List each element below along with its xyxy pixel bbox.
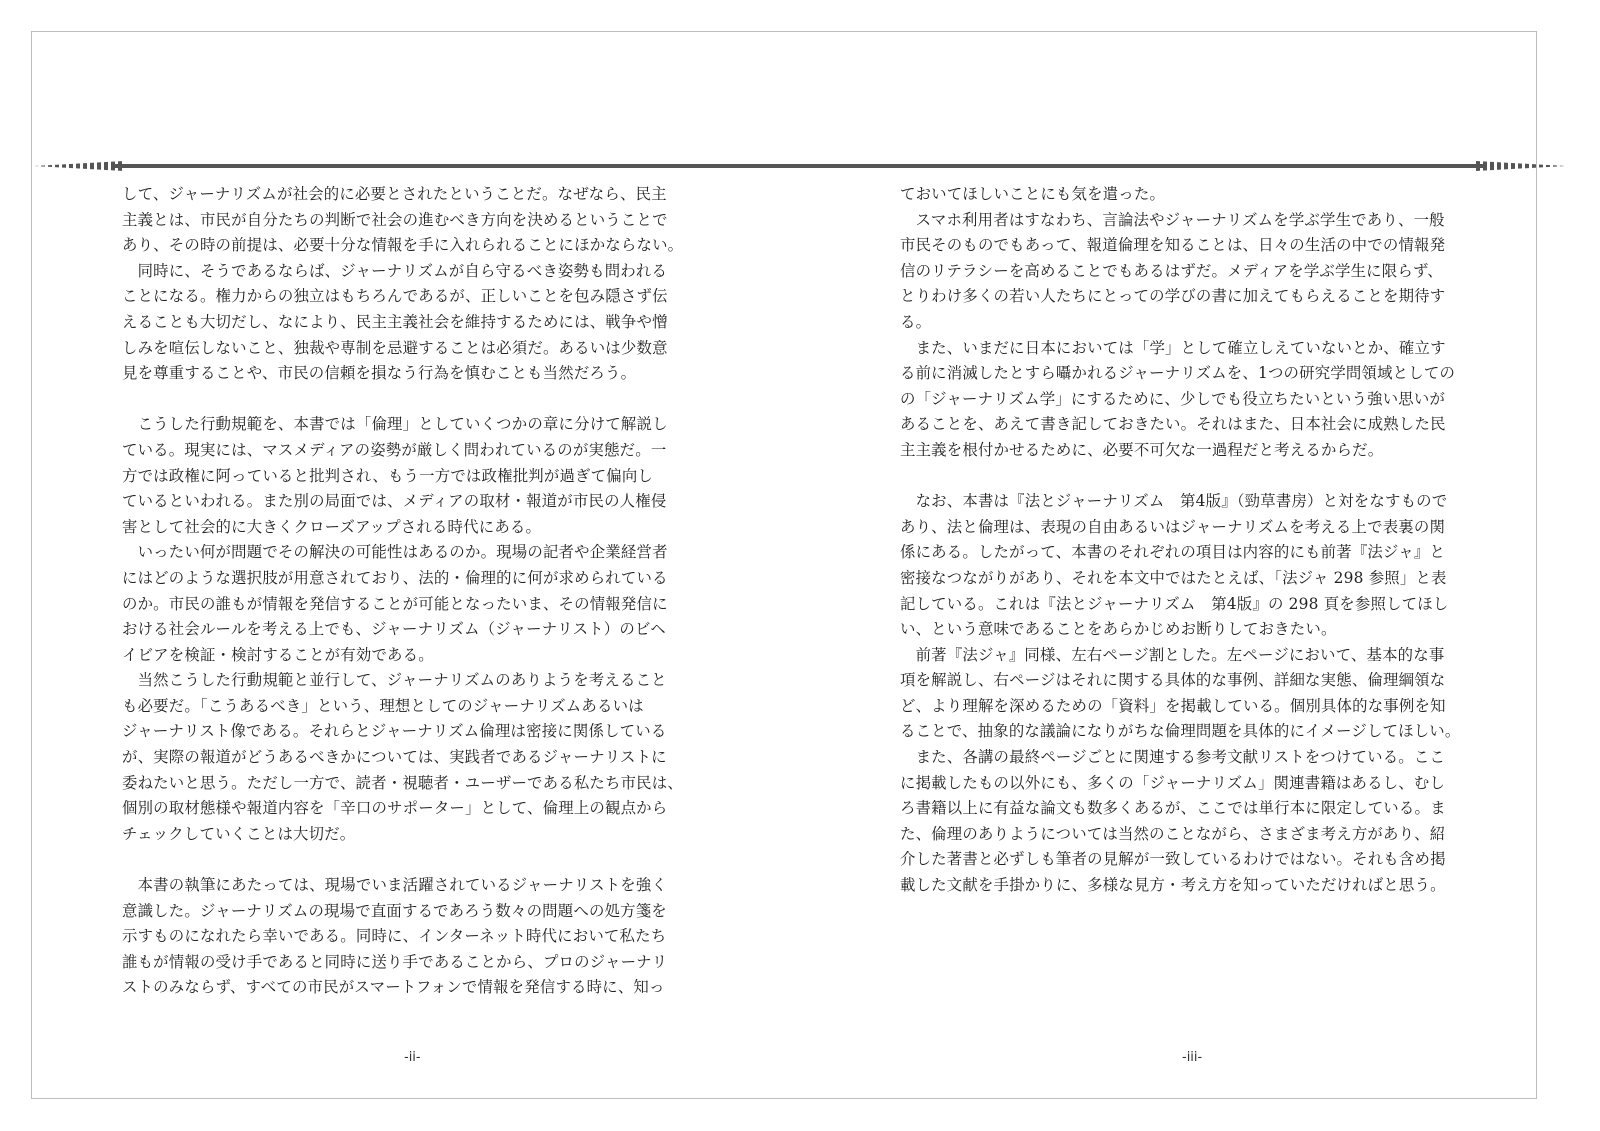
text-line: 信のリテラシーを高めることでもあるはずだ。メディアを学ぶ学生に限らず、 — [900, 261, 1443, 280]
text-line: 載した文献を手掛かりに、多様な見方・考え方を知っていただければと思う。 — [900, 876, 1446, 895]
left-page-body — [122, 182, 712, 1001]
text-line: えることも大切だし、なにより、民主主義社会を維持するためには、戦争や憎 — [122, 312, 668, 331]
text-line: ジャーナリスト像である。それらとジャーナリズム倫理は密接に関係している — [122, 722, 667, 741]
text-line: 当然こうした行動規範と並行して、ジャーナリズムのありようを考えること — [122, 671, 667, 690]
text-line: スマホ利用者はすなわち、言論法やジャーナリズムを学ぶ学生であり、一般 — [900, 210, 1445, 229]
rule-left-ornament — [34, 161, 124, 171]
text-line: おける社会ルールを考える上でも、ジャーナリズム（ジャーナリスト）のビヘ — [122, 620, 666, 639]
text-line: 前著『法ジャ』同様、左右ページ割とした。左ページにおいて、基本的な事 — [900, 645, 1445, 664]
text-line: いったい何が問題でその解決の可能性はあるのか。現場の記者や企業経営者 — [122, 543, 668, 562]
text-line: 委ねたいと思う。ただし一方で、読者・視聴者・ユーザーである私たち市民は、 — [122, 773, 683, 792]
text-line: に掲載したもの以外にも、多くの「ジャーナリズム」関連書籍はあるし、むし — [900, 773, 1446, 792]
text-line: 介した著書と必ずしも筆者の見解が一致しているわけではない。それも含め掲 — [900, 850, 1446, 869]
text-line: る。 — [900, 312, 932, 331]
text-line: ることで、抽象的な議論になりがちな倫理問題を具体的にイメージしてほしい。 — [900, 722, 1461, 741]
text-line: あり、法と倫理は、表現の自由あるいはジャーナリズムを考える上で表裏の関 — [900, 517, 1446, 536]
text-line: ている。現実には、マスメディアの姿勢が厳しく問われているのが実態だ。一 — [122, 440, 667, 459]
text-line: とりわけ多くの若い人たちにとっての学びの書に加えてもらえることを期待す — [900, 287, 1446, 306]
text-line: 誰もが情報の受け手であると同時に送り手であることから、プロのジャーナリ — [122, 952, 668, 971]
text-line: ておいてほしいことにも気を遣った。 — [900, 185, 1166, 203]
text-line: しみを喧伝しないこと、独裁や専制を忌避することは必須だ。あるいは少数意 — [122, 338, 668, 357]
text-line: あることを、あえて書き記しておきたい。それはまた、日本社会に成熟した民 — [900, 415, 1446, 434]
text-line: こうした行動規範を、本書では「倫理」としていくつかの章に分けて解説し — [122, 415, 668, 434]
text-line: が、実際の報道がどうあるべきかについては、実践者であるジャーナリストに — [122, 748, 667, 767]
header-rule — [34, 161, 1566, 171]
text-line: して、ジャーナリズムが社会的に必要とされたということだ。なぜなら、民主 — [122, 185, 667, 203]
text-line: 項を解説し、右ページはそれに関する具体的な事例、詳細な実態、倫理綱領な — [900, 671, 1446, 690]
text-line: 係にある。したがって、本書のそれぞれの項目は内容的にも前著『法ジャ』と — [900, 543, 1446, 562]
text-line: の「ジャーナリズム学」にするために、少しでも役立ちたいという強い思いが — [900, 389, 1446, 408]
text-line: イビアを検証・検討することが有効である。 — [122, 645, 434, 664]
text-line: 市民そのものでもあって、報道倫理を知ることは、日々の生活の中での情報発 — [900, 236, 1446, 255]
text-line: 主主義を根付かせるために、必要不可欠な一過程だと考えるからだ。 — [900, 440, 1384, 459]
text-line: のか。市民の誰もが情報を発信することが可能となったいま、その情報発信に — [122, 594, 668, 613]
text-line: 本書の執筆にあたっては、現場でいま活躍されているジャーナリストを強く — [122, 876, 668, 895]
text-line: 同時に、そうであるならば、ジャーナリズムが自ら守るべき姿勢も問われる — [122, 261, 668, 280]
text-line — [900, 464, 1490, 490]
text-line — [122, 387, 712, 413]
text-line: も必要だ。「こうあるべき」という、理想としてのジャーナリズムあるいは — [122, 696, 644, 715]
text-line: い、という意味であることをあらかじめお断りしておきたい。 — [900, 620, 1337, 639]
text-line: チェックしていくことは大切だ。 — [122, 824, 356, 843]
text-line: た、倫理のありようについては当然のことながら、さまざま考え方があり、紹 — [900, 824, 1446, 843]
text-line: 示すものになれたら幸いである。同時に、インターネット時代において私たち — [122, 927, 667, 946]
text-line: また、いまだに日本においては「学」として確立しえていないとか、確立す — [900, 338, 1446, 357]
text-line: ろ書籍以上に有益な論文も数多くあるが、ここでは単行本に限定している。ま — [900, 799, 1446, 818]
text-line: あり、その時の前提は、必要十分な情報を手に入れられることにほかならない。 — [122, 236, 684, 255]
text-line: 個別の取材態様や報道内容を「辛口のサポーター」として、倫理上の観点から — [122, 799, 668, 818]
text-line: ているといわれる。また別の局面では、メディアの取材・報道が市民の人権侵 — [122, 492, 667, 511]
text-line: なお、本書は『法とジャーナリズム 第4版』（勁草書房）と対をなすもので — [900, 492, 1448, 511]
text-line: 意識した。ジャーナリズムの現場で直面するであろう数々の問題への処方箋を — [122, 901, 667, 920]
text-line: る前に消滅したとすら囁かれるジャーナリズムを、1つの研究学問領域としての — [900, 364, 1456, 383]
rule-right-ornament — [1476, 161, 1566, 171]
text-line: 方では政権に阿っていると批判され、もう一方では政権批判が過ぎて偏向し — [122, 466, 654, 485]
right-page-number: -iii- — [1182, 1050, 1203, 1065]
text-line: ど、より理解を深めるための「資料」を掲載している。個別具体的な事例を知 — [900, 696, 1446, 715]
text-line: 害として社会的に大きくクローズアップされる時代にある。 — [122, 517, 542, 536]
rule-bar — [114, 164, 1486, 168]
text-line: 密接なつながりがあり、それを本文中ではたとえば、「法ジャ 298 参照」と表 — [900, 568, 1447, 587]
text-line: ことになる。権力からの独立はもちろんであるが、正しいことを包み隠さず伝 — [122, 287, 668, 306]
text-line: 主義とは、市民が自分たちの判断で社会の進むべき方向を決めるということで — [122, 210, 668, 229]
text-line: にはどのような選択肢が用意されており、法的・倫理的に何が求められている — [122, 568, 668, 587]
text-line — [122, 847, 712, 873]
text-line: ストのみならず、すべての市民がスマートフォンで情報を発信する時に、知っ — [122, 978, 665, 997]
text-line: 見を尊重することや、市民の信頼を損なう行為を慎むことも当然だろう。 — [122, 364, 637, 383]
text-line: また、各講の最終ページごとに関連する参考文献リストをつけている。ここ — [900, 748, 1446, 767]
text-line: 記している。これは『法とジャーナリズム 第4版』の 298 頁を参照してほし — [900, 594, 1449, 613]
left-page-number: -ii- — [404, 1050, 421, 1065]
right-page-body — [900, 182, 1490, 899]
